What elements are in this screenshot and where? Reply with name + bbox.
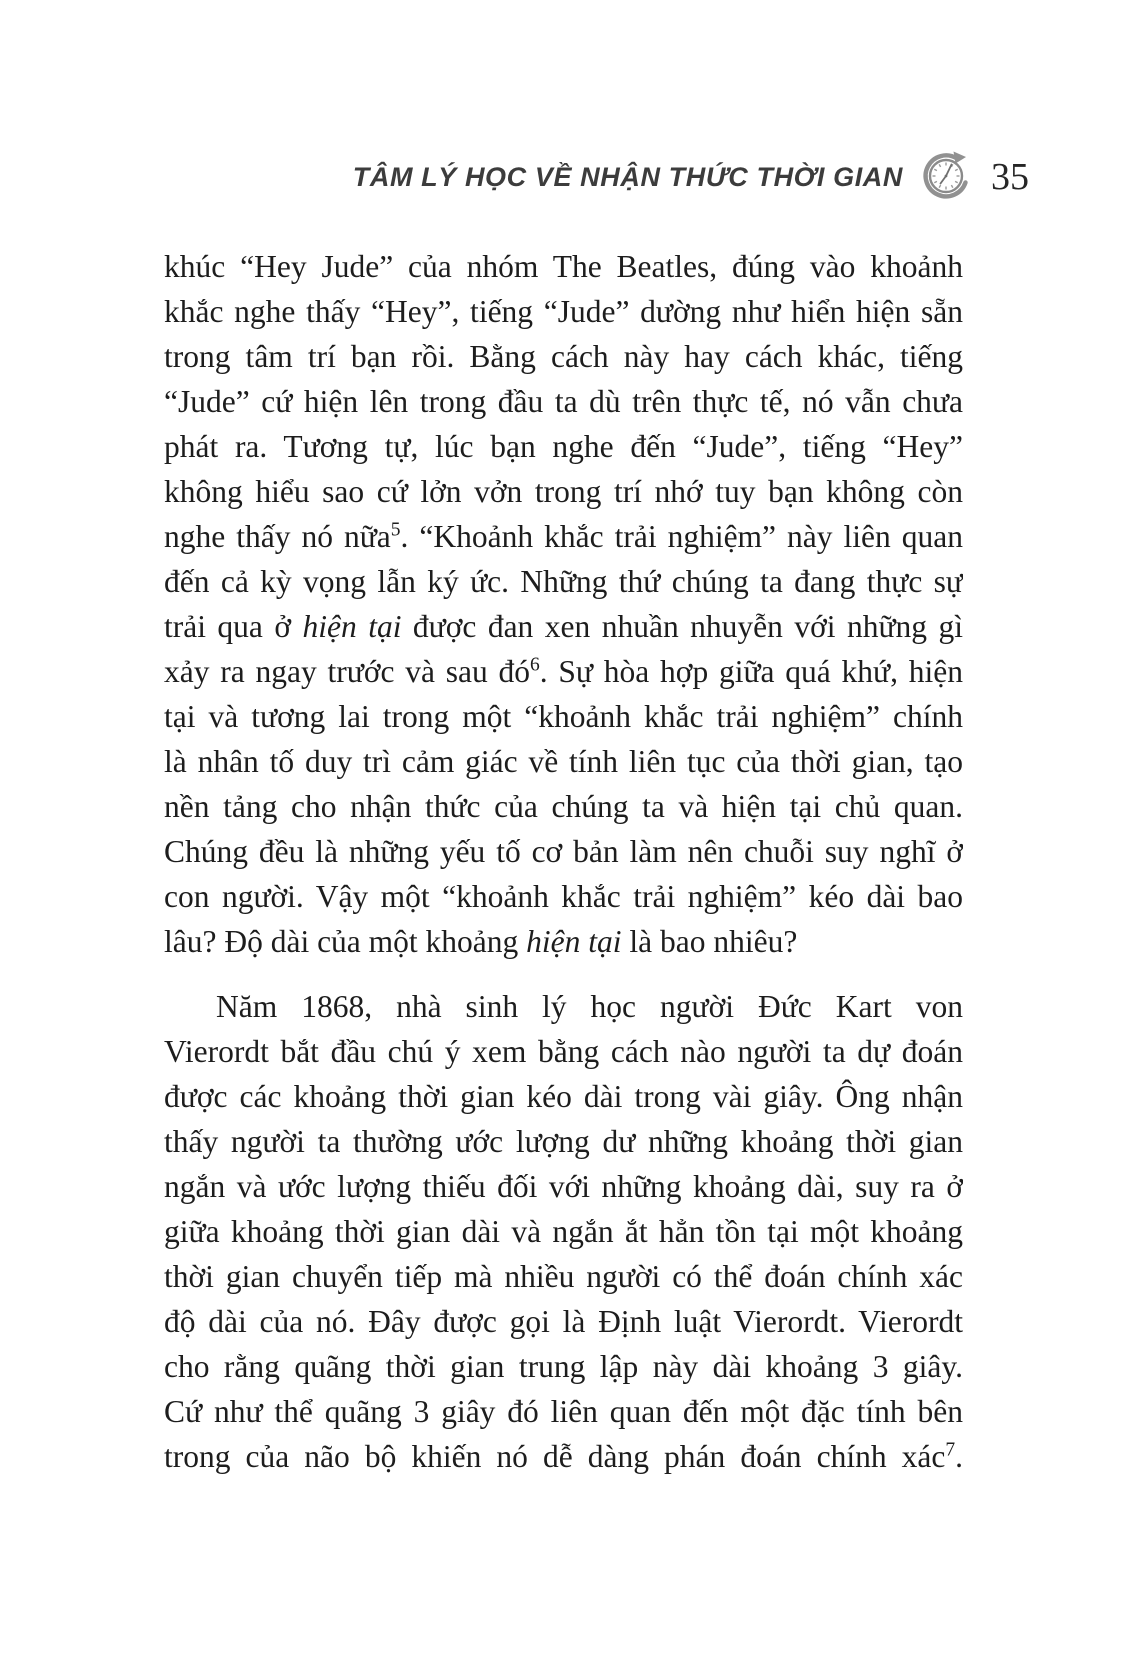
text-line: trong tâm trí bạn rồi. Bằng cách này hay cách khác, tiếng bbox=[164, 339, 963, 374]
text-line: Vierordt bắt đầu chú ý xem bằng cách nào người ta dự đoán bbox=[164, 1034, 963, 1069]
text-line: nghe thấy nó nữa$^5$. “Khoảnh khắc trải nghiệm” này liên quan bbox=[164, 519, 963, 554]
text-line: ngắn và ước lượng thiếu đối với những khoảng dài, suy ra ở bbox=[164, 1169, 963, 1204]
text-line: không hiểu sao cứ lởn vởn trong trí nhớ tuy bạn không còn bbox=[164, 474, 963, 509]
text-line: là nhân tố duy trì cảm giác về tính liên tục của thời gian, tạo bbox=[164, 744, 963, 779]
text-line: lâu? Độ dài của một khoảng hiện tại là bao nhiêu? bbox=[164, 924, 798, 959]
running-head-title: TÂM LÝ HỌC VỀ NHẬN THỨC THỜI GIAN bbox=[352, 161, 903, 192]
text-line: độ dài của nó. Đây được gọi là Định luật Vierordt. Vierordt bbox=[164, 1304, 963, 1339]
page-number: 35 bbox=[991, 156, 1029, 198]
text-line: trong của não bộ khiến nó dễ dàng phán đoán chính xác$^7$. bbox=[164, 1439, 963, 1474]
text-line: Cứ như thể quãng 3 giây đó liên quan đến một đặc tính bên bbox=[164, 1394, 963, 1429]
text-line: thời gian chuyển tiếp mà nhiều người có thể đoán chính xác bbox=[164, 1259, 963, 1294]
clock-icon-svg bbox=[919, 149, 971, 205]
text-line: xảy ra ngay trước và sau $đó^6$. Sự hòa hợp giữa quá khứ, hiện bbox=[164, 654, 963, 689]
text-line: “Jude” cứ hiện lên trong đầu ta dù trên thực tế, nó vẫn chưa bbox=[164, 384, 963, 419]
text-block bbox=[164, 244, 963, 1479]
text-line: đến cả kỳ vọng lẫn ký ức. Những thứ chúng ta đang thực sự bbox=[164, 564, 963, 599]
text-line: được các khoảng thời gian kéo dài trong vài giây. Ông nhận bbox=[164, 1079, 963, 1114]
text-line: phát ra. Tương tự, lúc bạn nghe đến “Jude”, tiếng “Hey” bbox=[164, 429, 963, 464]
paragraph bbox=[164, 244, 963, 964]
clock-with-arrow-icon bbox=[919, 149, 971, 205]
text-line: trải qua ở hiện tại được đan xen nhuần nhuyễn với những gì bbox=[164, 609, 963, 644]
text-line: Chúng đều là những yếu tố cơ bản làm nên chuỗi suy nghĩ ở bbox=[164, 834, 963, 869]
text-line: con người. Vậy một “khoảnh khắc trải nghiệm” kéo dài bao bbox=[164, 879, 963, 914]
page-header bbox=[353, 148, 1029, 206]
text-line: Năm 1868, nhà sinh lý học người Đức Kart von bbox=[216, 989, 963, 1024]
text-line: khắc nghe thấy “Hey”, tiếng “Jude” dường như hiển hiện sẵn bbox=[164, 294, 963, 329]
text-line: tại và tương lai trong một “khoảnh khắc trải nghiệm” chính bbox=[164, 699, 963, 734]
text-line: nền tảng cho nhận thức của chúng ta và hiện tại chủ quan. bbox=[164, 789, 963, 824]
text-line: giữa khoảng thời gian dài và ngắn ắt hẳn tồn tại một khoảng bbox=[164, 1214, 963, 1249]
paragraph bbox=[164, 984, 963, 1479]
text-line: khúc “Hey Jude” của nhóm The Beatles, đúng vào khoảnh bbox=[164, 249, 963, 284]
text-line: thấy người ta thường ước lượng dư những khoảng thời gian bbox=[164, 1124, 963, 1159]
text-line: cho rằng quãng thời gian trung lập này dài khoảng 3 giây. bbox=[164, 1349, 963, 1384]
